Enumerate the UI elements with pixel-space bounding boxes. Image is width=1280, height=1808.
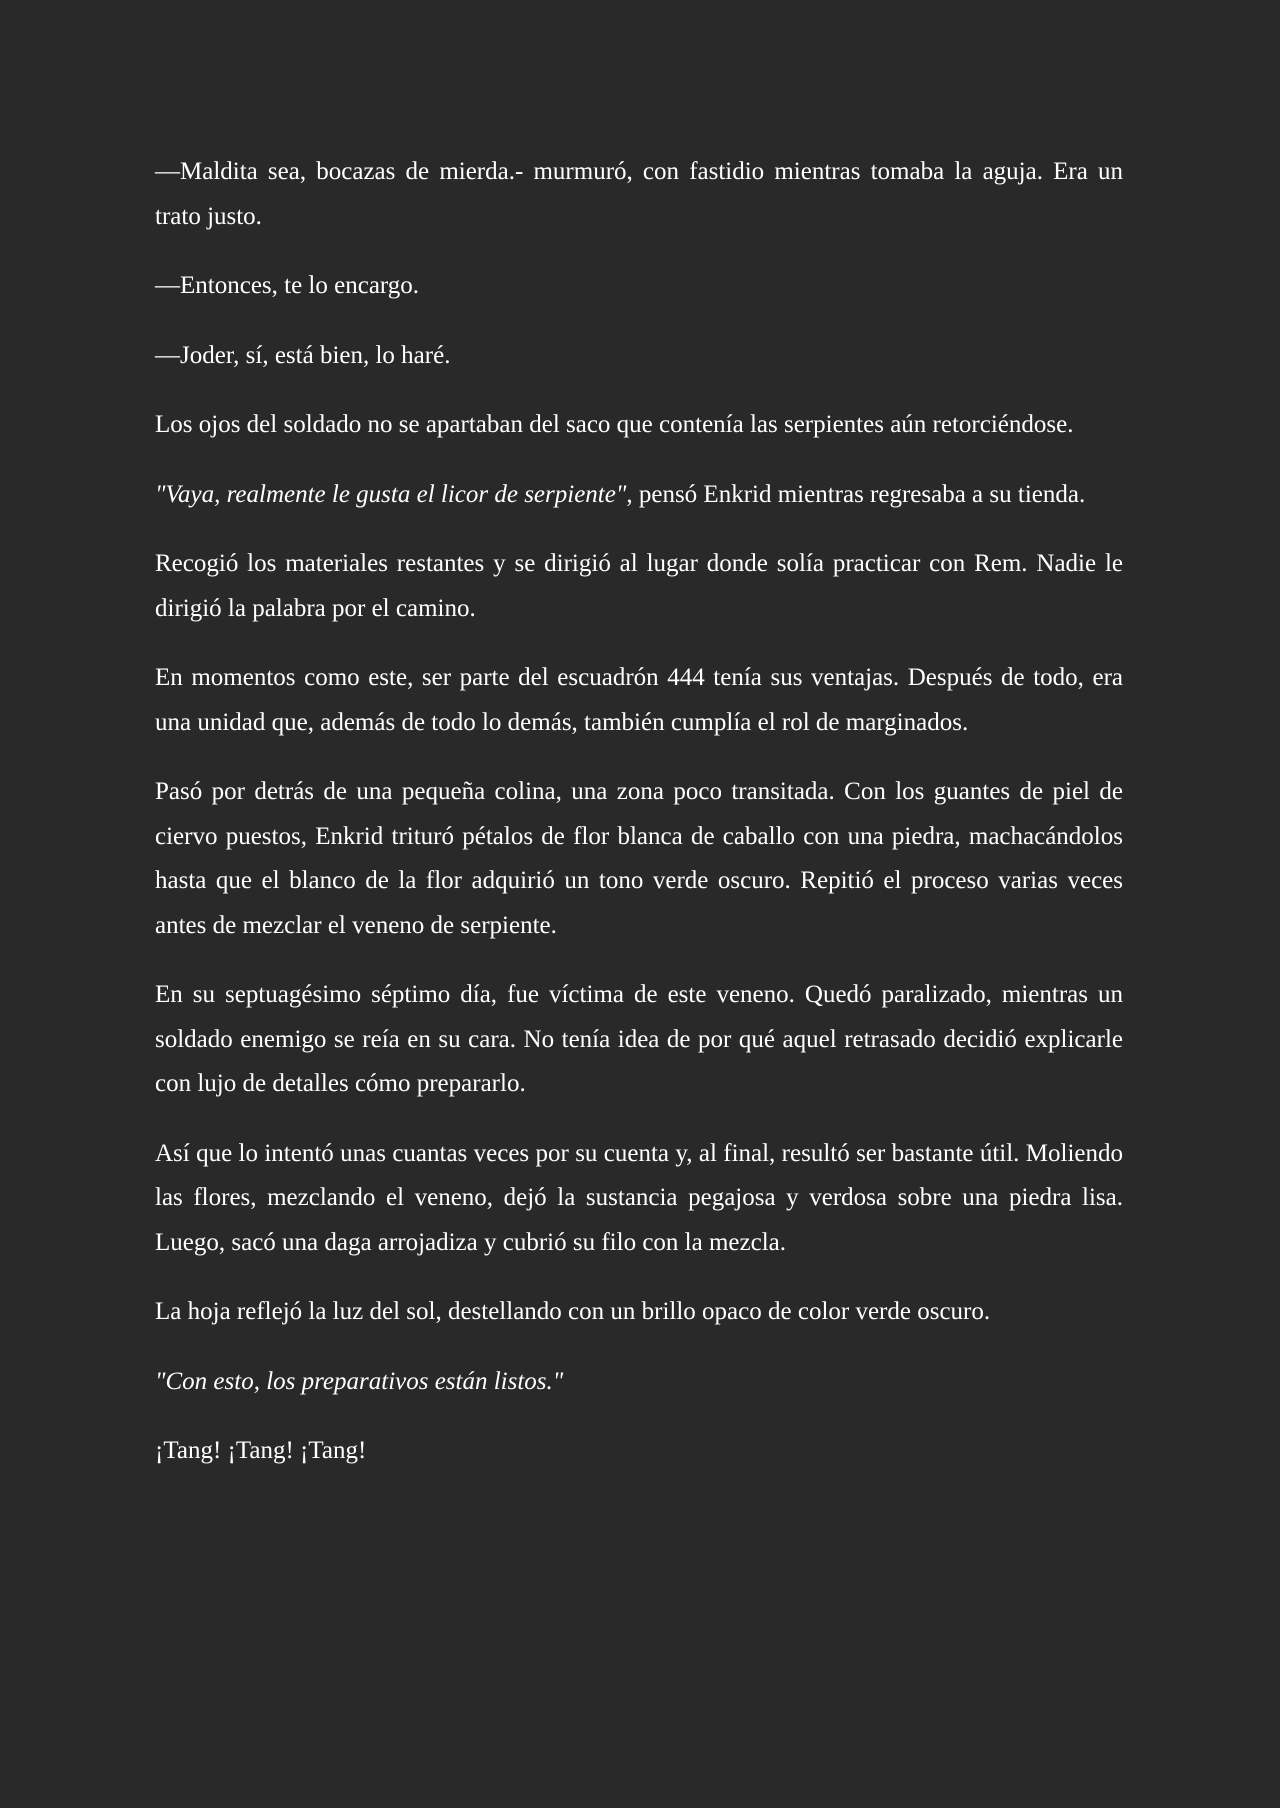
paragraph: En su septuagésimo séptimo día, fue víctima de este veneno. Quedó paralizado, mientras un soldado enemigo se reía en su cara. No tenía idea de por qué aquel retrasado decidió explicarle con lujo de detalles cómo prepararlo. [155, 981, 1123, 1097]
inner-thought: "Con esto, los preparativos están listos." [155, 1367, 564, 1395]
paragraph: —Entonces, te lo encargo. [155, 272, 420, 299]
paragraph [155, 1360, 1123, 1405]
paragraph: Recogió los materiales restantes y se dirigió al lugar donde solía practicar con Rem. Nadie le dirigió la palabra por el camino. [155, 550, 1123, 622]
paragraph: —Maldita sea, bocazas de mierda.- murmuró, con fastidio mientras tomaba la aguja. Era un trato justo. [155, 158, 1123, 230]
inner-thought: "Vaya, realmente le gusta el licor de serpiente" [155, 480, 627, 508]
paragraph: —Joder, sí, está bien, lo haré. [155, 341, 451, 369]
paragraph: Pasó por detrás de una pequeña colina, una zona poco transitada. Con los guantes de piel de ciervo puestos, Enkrid trituró pétalos de flor blanca de caballo con una piedra, machacándolos hasta que el blanco de la flor adquirió un tono verde oscuro. Repitió el proceso varias veces antes de mezclar el veneno de serpiente. [155, 778, 1123, 939]
paragraph-text: , pensó Enkrid mientras regresaba a su tienda. [626, 480, 1086, 508]
paragraph: Así que lo intentó unas cuantas veces por su cuenta y, al final, resultó ser bastante útil. Moliendo las flores, mezclando el veneno, dejó la sustancia pegajosa y verdosa sobre una piedra lisa. Luego, sacó una daga arrojadiza y cubrió su filo con la mezcla. [155, 1139, 1123, 1256]
paragraph: ¡Tang! ¡Tang! ¡Tang! [155, 1437, 367, 1464]
paragraph: Los ojos del soldado no se apartaban del saco que contenía las serpientes aún retorciéndose. [155, 411, 1074, 438]
paragraph [155, 473, 1123, 518]
paragraph: La hoja reflejó la luz del sol, destellando con un brillo opaco de color verde oscuro. [155, 1298, 991, 1325]
paragraph: En momentos como este, ser parte del escuadrón 444 tenía sus ventajas. Después de todo, era una unidad que, además de todo lo demás, también cumplía el rol de marginados. [155, 664, 1123, 736]
chapter-text [155, 150, 1123, 1474]
